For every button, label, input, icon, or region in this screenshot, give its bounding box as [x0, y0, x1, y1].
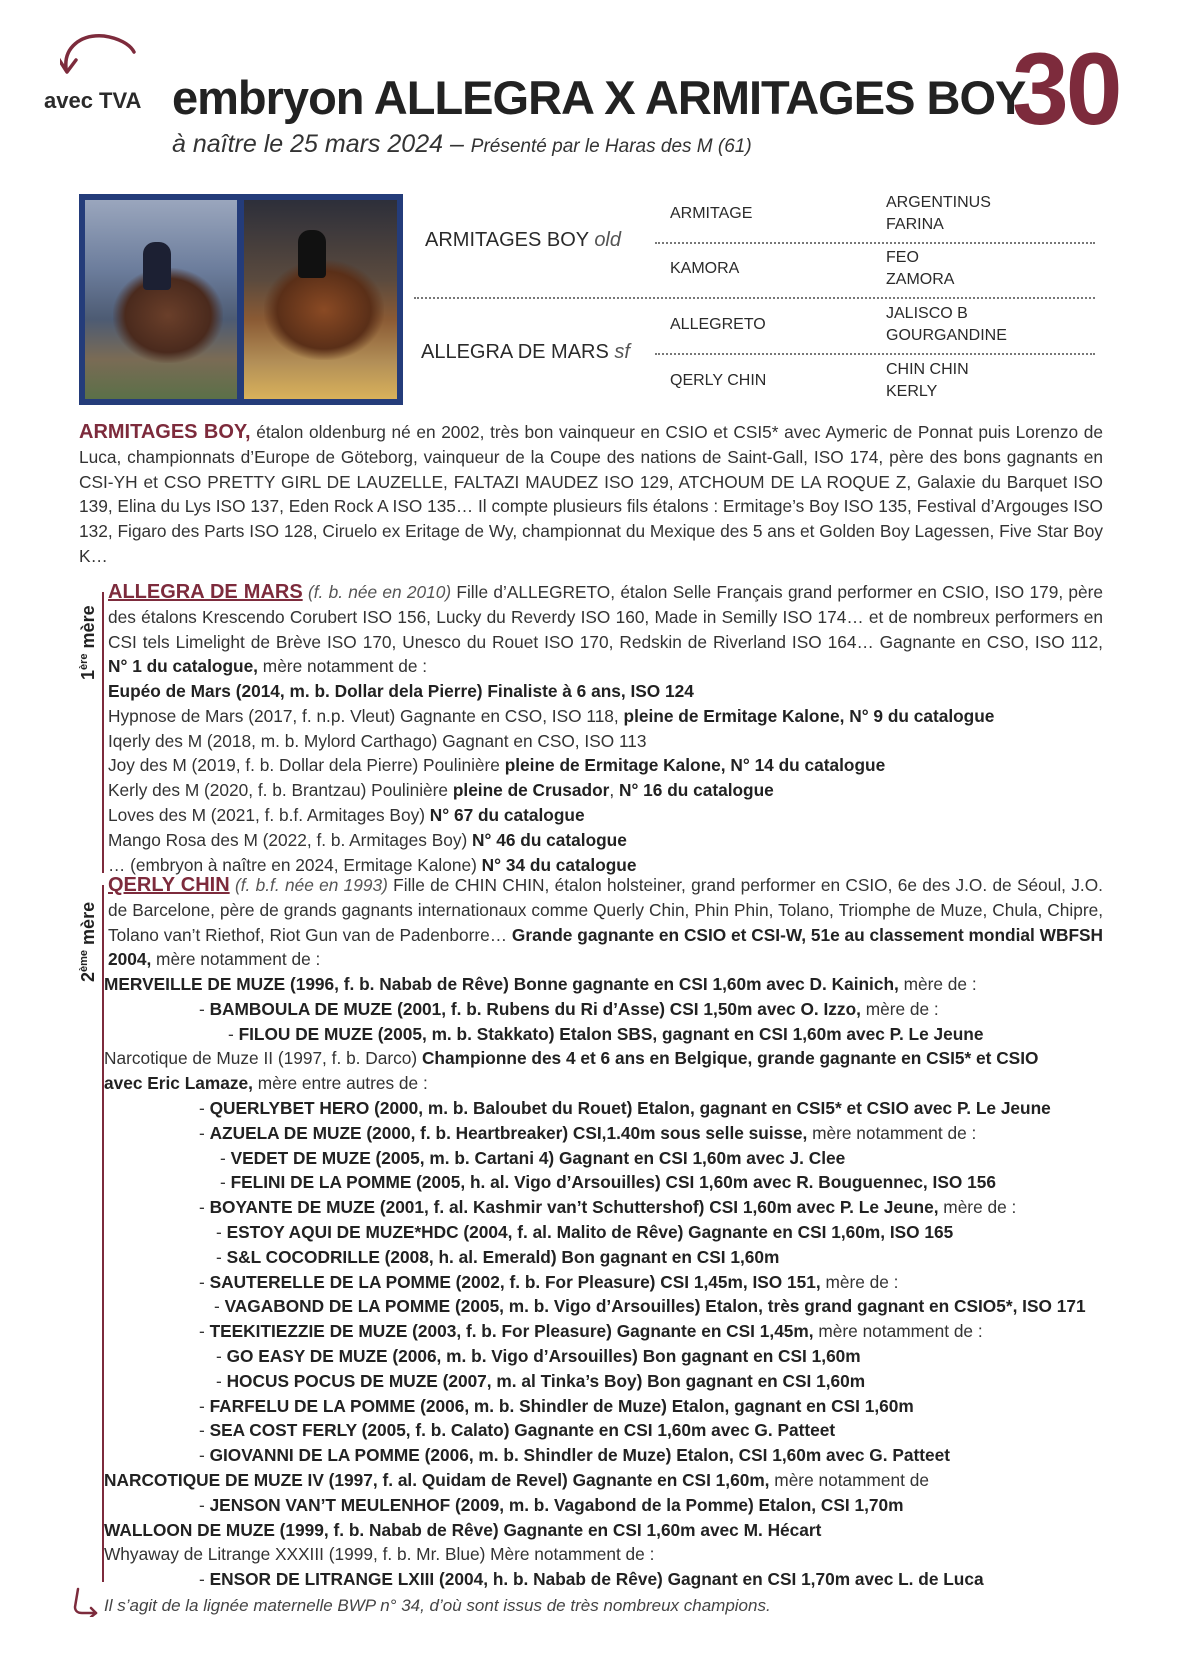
pedigree-ddd: KERLY: [886, 383, 938, 400]
progeny-line: … (embryon à naître en 2024, Ermitage Kalone) N° 34 du catalogue: [108, 854, 637, 875]
tva-label: avec TVA: [44, 88, 142, 113]
progeny-line: MERVEILLE DE MUZE (1996, f. b. Nabab de Rêve) Bonne gagnante en CSI 1,60m avec D. Kainich, mère de :: [104, 974, 977, 994]
progeny-line: - VEDET DE MUZE (2005, m. b. Cartani 4) Gagnant en CSI 1,60m avec J. Clee: [220, 1147, 846, 1168]
pedigree-dam: ALLEGRA DE MARS sf: [421, 341, 630, 363]
progeny-line: - BOYANTE DE MUZE (2001, f. al. Kashmir van’t Schuttershof) CSI 1,60m avec P. Le Jeune, mère de :: [199, 1197, 1017, 1218]
progeny-line: NARCOTIQUE DE MUZE IV (1997, f. al. Quidam de Revel) Gagnante en CSI 1,60m, mère notamment de: [104, 1470, 929, 1490]
pedigree-sss: ARGENTINUS: [886, 194, 991, 211]
divider: [655, 242, 1095, 244]
second-dam-label: 2ème mère: [78, 901, 98, 982]
progeny-line: - GO EASY DE MUZE (2006, m. b. Vigo d’Arsouilles) Bon gagnant en CSI 1,60m: [216, 1346, 861, 1366]
progeny-line: WALLOON DE MUZE (1999, f. b. Nabab de Rêve) Gagnante en CSI 1,60m avec M. Hécart: [104, 1519, 822, 1540]
progeny-line: Kerly des M (2020, f. b. Brantzau) Poulinière pleine de Crusador, N° 16 du catalogue: [108, 780, 774, 801]
page-title: embryon ALLEGRA X ARMITAGES BOY: [172, 71, 1026, 124]
subtitle: à naître le 25 mars 2024 – Présenté par le Haras des M (61): [172, 130, 752, 158]
progeny-line: - QUERLYBET HERO (2000, m. b. Baloubet du Rouet) Etalon, gagnant en CSI5* et CSIO avec P. Le Jeune: [199, 1098, 1051, 1118]
pedigree-dd: QERLY CHIN: [670, 372, 767, 389]
photo-right: [244, 200, 397, 399]
divider: [414, 297, 1095, 299]
progeny-line: - ENSOR DE LITRANGE LXIII (2004, h. b. Nabab de Rêve) Gagnant en CSI 1,70m avec L. de Luca: [199, 1569, 984, 1590]
progeny-line: Narcotique de Muze II (1997, f. b. Darco) Championne des 4 et 6 ans en Belgique, grande gagnante en CSI5* et CSIO: [104, 1048, 1039, 1069]
progeny-line: - S&L COCODRILLE (2008, h. al. Emerald) Bon gagnant en CSI 1,60m: [216, 1246, 780, 1267]
first-dam-description: ALLEGRA DE MARS (f. b. née en 2010) Fille d’ALLEGRETO, étalon Selle Français grand performer en CSIO, ISO 179, père des étalons Krescendo Corubert ISO 156, Lucky du Reverdy ISO 160, Made in Semilly ISO 174… et de nombreux performers en CSI tels Limelight de Brève ISO 170, Unesco du Rouet ISO 170, Redskin de Riverland ISO 164… Gagnante en CSO, ISO 112, N° 1 du catalogue, mère notamment de :: [108, 581, 1104, 677]
progeny-line: Joy des M (2019, f. b. Dollar dela Pierre) Poulinière pleine de Ermitage Kalone, N° 14 du catalogue: [108, 755, 886, 776]
pedigree-dds: CHIN CHIN: [886, 361, 969, 378]
progeny-line: - SAUTERELLE DE LA POMME (2002, f. b. For Pleasure) CSI 1,45m, ISO 151, mère de :: [199, 1271, 899, 1292]
progeny-line: - BAMBOULA DE MUZE (2001, f. b. Rubens du Ri d’Asse) CSI 1,50m avec O. Izzo, mère de :: [199, 998, 939, 1019]
sire-description: ARMITAGES BOY, étalon oldenburg né en 2002, très bon vainqueur en CSIO et CSI5* avec Aymeric de Ponnat puis Lorenzo de Luca, championnats d’Europe de Göteborg, vainqueur de la Coupe des nations de Saint-Gall, ISO 174, père des bons gagnants en CSI-YH et CSO PRETTY GIRL DE LAUZELLE, FALTAZI MAUDEZ ISO 129, ATCHOUM DE LA ROQUE Z, Galaxie du Barquet ISO 139, Elina du Lys ISO 137, Eden Rock A ISO 135… Il compte plusieurs fils étalons : Ermitage’s Boy ISO 135, Festival d’Argouges ISO 132, Figaro des Parts ISO 128, Ciruelo ex Eritage de Wy, championnat du Mexique des 5 ans et Golden Boy Lagessen, Five Star Boy K…: [79, 421, 1103, 566]
progeny-line: - ESTOY AQUI DE MUZE*HDC (2004, f. al. Malito de Rêve) Gagnante en CSI 1,60m, ISO 165: [216, 1222, 954, 1242]
progeny-line: Loves des M (2021, f. b.f. Armitages Boy) N° 67 du catalogue: [108, 805, 585, 825]
pedigree-sds: FEO: [886, 249, 919, 266]
progeny-line: - AZUELA DE MUZE (2000, f. b. Heartbreaker) CSI,1.40m sous selle suisse, mère notamment de :: [199, 1122, 977, 1143]
sire-name: ARMITAGES BOY,: [79, 421, 251, 443]
progeny-line: - JENSON VAN’T MEULENHOF (2009, m. b. Vagabond de la Pomme) Etalon, CSI 1,70m: [199, 1494, 904, 1515]
lot-number: 30: [1012, 32, 1120, 146]
second-dam-description: QERLY CHIN (f. b.f. née en 1993) Fille de CHIN CHIN, étalon holsteiner, grand performer en CSIO, 6e des J.O. de Séoul, J.O. de Barcelone, père de grands gagnants internationaux comme Querly Chin, Phin Phin, Tolano, Triomphe de Muze, Chula, Chipre, Tolano van’t Riethof, Riot Gun van de Padenborre… Grande gagnante en CSIO et CSI-W, 51e au classement mondial WBFSH 2004, mère notamment de :: [108, 874, 1104, 970]
progeny-line: - FARFELU DE LA POMME (2006, m. b. Shindler de Muze) Etalon, gagnant en CSI 1,60m: [199, 1395, 914, 1416]
progeny-line: Eupéo de Mars (2014, m. b. Dollar dela Pierre) Finaliste à 6 ans, ISO 124: [108, 681, 694, 701]
progeny-line: - VAGABOND DE LA POMME (2005, m. b. Vigo d’Arsouilles) Etalon, très grand gagnant en CSIO5*, ISO 171: [214, 1296, 1086, 1317]
pedigree-ds: ALLEGRETO: [670, 316, 766, 333]
progeny-line: Iqerly des M (2018, m. b. Mylord Carthago) Gagnant en CSO, ISO 113: [108, 730, 647, 751]
pedigree-ssd: FARINA: [886, 216, 944, 233]
photo-left: [85, 200, 237, 399]
progeny-line: Whyaway de Litrange XXXIII (1999, f. b. Mr. Blue) Mère notamment de :: [104, 1544, 655, 1565]
first-dam-label: 1ère mère: [78, 605, 98, 680]
progeny-line: - HOCUS POCUS DE MUZE (2007, m. al Tinka’s Boy) Bon gagnant en CSI 1,60m: [216, 1370, 866, 1391]
second-dam-name: QERLY CHIN: [108, 874, 230, 896]
curved-arrow-icon: [60, 30, 140, 90]
progeny-line: - SEA COST FERLY (2005, f. b. Calato) Gagnante en CSI 1,60m avec G. Patteet: [199, 1420, 836, 1441]
birth-date: à naître le 25 mars 2024: [172, 130, 443, 158]
progeny-line: Mango Rosa des M (2022, f. b. Armitages Boy) N° 46 du catalogue: [108, 829, 627, 850]
footer-note: Il s’agit de la lignée maternelle BWP n° 34, d’où sont issus de très nombreux champions.: [104, 1596, 771, 1615]
presenter: Présenté par le Haras des M (61): [470, 136, 752, 157]
progeny-line: - TEEKITIEZZIE DE MUZE (2003, f. b. For Pleasure) Gagnante en CSI 1,45m, mère notamment de :: [199, 1321, 983, 1342]
pedigree-sire: ARMITAGES BOY old: [425, 229, 622, 251]
pedigree-ss: ARMITAGE: [670, 205, 753, 222]
first-dam-bar: [102, 592, 104, 873]
pedigree-sdd: ZAMORA: [886, 271, 955, 288]
progeny-line: - FELINI DE LA POMME (2005, h. al. Vigo d’Arsouilles) CSI 1,60m avec R. Bouguennec, ISO 156: [220, 1172, 996, 1193]
pedigree-dss: JALISCO B: [886, 305, 968, 322]
progeny-line: avec Eric Lamaze, mère entre autres de :: [104, 1073, 428, 1094]
pedigree-sd: KAMORA: [670, 260, 740, 277]
first-dam-name: ALLEGRA DE MARS: [108, 581, 303, 603]
divider: [655, 353, 1095, 355]
horse-photo: [79, 194, 403, 405]
pedigree-dsd: GOURGANDINE: [886, 327, 1007, 344]
progeny-line: - FILOU DE MUZE (2005, m. b. Stakkato) Etalon SBS, gagnant en CSI 1,60m avec P. Le Jeune: [228, 1023, 984, 1044]
bent-arrow-icon: [70, 1587, 100, 1617]
progeny-line: - GIOVANNI DE LA POMME (2006, m. b. Shindler de Muze) Etalon, CSI 1,60m avec G. Patteet: [199, 1445, 950, 1466]
progeny-line: Hypnose de Mars (2017, f. n.p. Vleut) Gagnante en CSO, ISO 118, pleine de Ermitage Kalone, N° 9 du catalogue: [108, 705, 995, 726]
